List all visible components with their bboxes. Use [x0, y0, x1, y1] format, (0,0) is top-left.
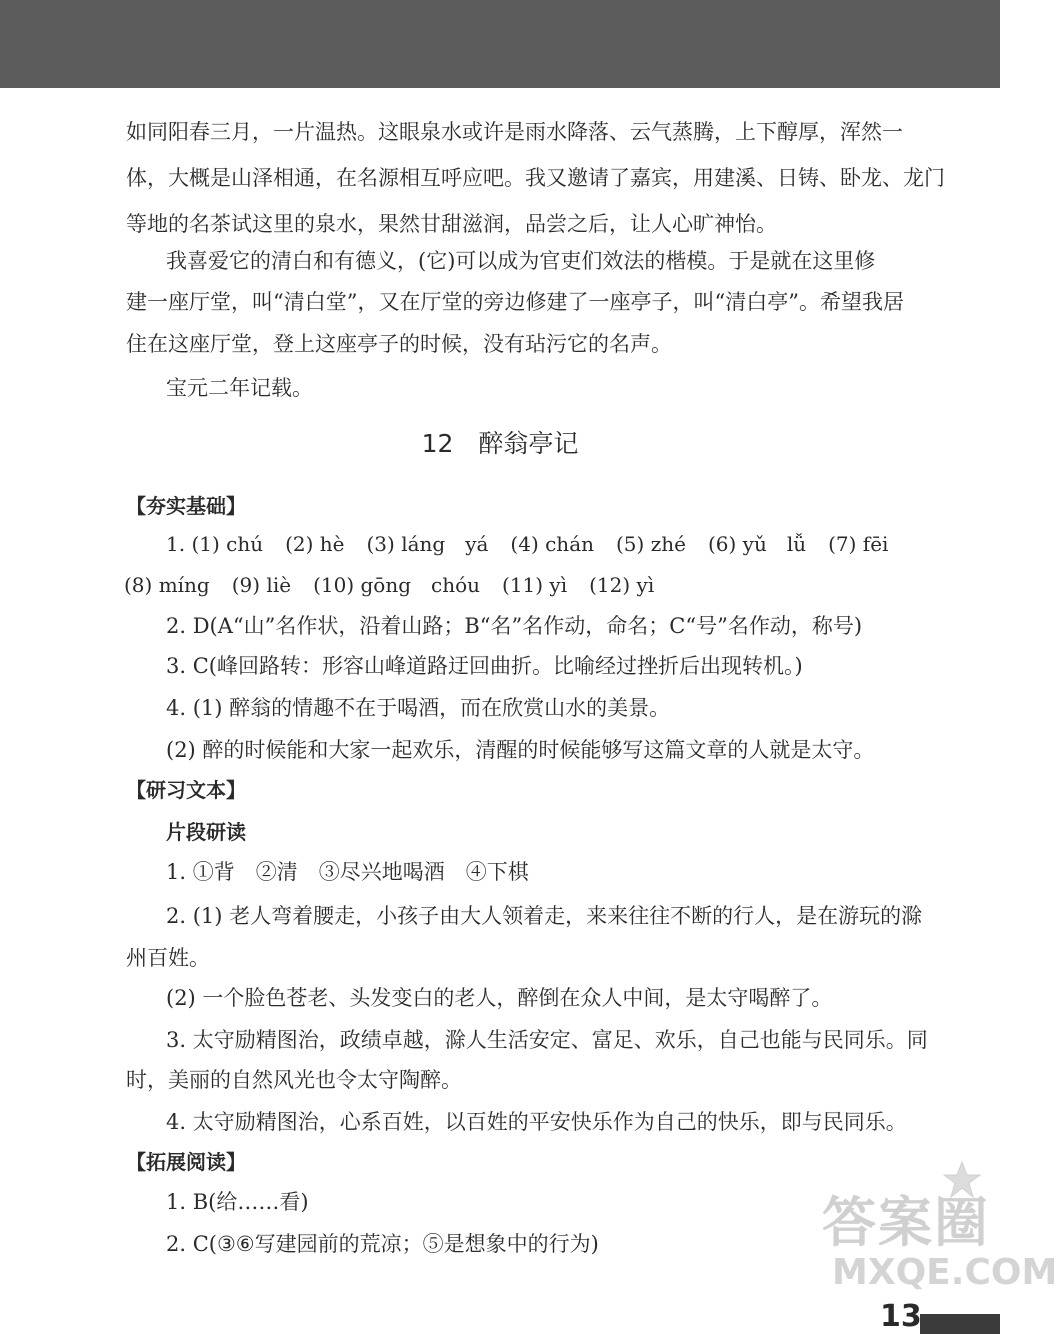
- subheader-fragment-reading: 片段研读: [166, 820, 246, 844]
- pinyin-answer: (7) fēi: [828, 532, 889, 556]
- watermark: [822, 1160, 1057, 1310]
- pinyin-answer: (8) míng: [124, 573, 210, 597]
- pinyin-answer: (10) gōng chóu: [313, 573, 481, 597]
- basics-q3: 3. C(峰回路转：形容山峰道路迂回曲折。比喻经过挫折后出现转机。): [166, 654, 803, 678]
- paragraph-2-line-3: 住在这座厅堂，登上这座亭子的时候，没有玷污它的名声。: [126, 332, 672, 356]
- study-q3-line-2: 时，美丽的自然风光也令太守陶醉。: [126, 1068, 462, 1092]
- section-header-basics: 【夯实基础】: [126, 494, 246, 518]
- watermark-url: MXQE.COM: [832, 1252, 1057, 1293]
- extend-q1: 1. B(给……看): [166, 1190, 309, 1214]
- section-header-extend: 【拓展阅读】: [126, 1150, 246, 1174]
- paragraph-1-line-1: 如同阳春三月，一片温热。这眼泉水或许是雨水降落、云气蒸腾，上下醇厚，浑然一: [126, 120, 903, 144]
- paragraph-1-line-2: 体，大概是山泽相通，在名源相互呼应吧。我又邀请了嘉宾，用建溪、日铸、卧龙、龙门: [126, 166, 945, 190]
- pinyin-answer: (5) zhé: [616, 532, 686, 556]
- pinyin-answer: (2) hè: [285, 532, 345, 556]
- page-top-shadow: [0, 0, 1000, 88]
- study-q3-line-1: 3. 太守励精图治，政绩卓越，滁人生活安定、富足、欢乐，自己也能与民同乐。同: [166, 1028, 928, 1052]
- paragraph-2-line-2: 建一座厅堂，叫“清白堂”，又在厅堂的旁边修建了一座亭子，叫“清白亭”。希望我居: [126, 290, 904, 314]
- basics-q2: 2. D(A“山”名作状，沿着山路；B“名”名作动，命名；C“号”名作动，称号): [166, 614, 863, 638]
- basics-q4-2: (2) 醉的时候能和大家一起欢乐，清醒的时候能够写这篇文章的人就是太守。: [166, 738, 875, 762]
- study-q2-1-line-2: 州百姓。: [126, 946, 210, 970]
- pinyin-answer: (12) yì: [589, 573, 655, 597]
- paragraph-3: 宝元二年记载。: [166, 376, 313, 400]
- study-q2-1-line-1: 2. (1) 老人弯着腰走，小孩子由大人领着走，来来往往不断的行人，是在游玩的滁: [166, 904, 923, 928]
- study-q4: 4. 太守励精图治，心系百姓，以百姓的平安快乐作为自己的快乐，即与民同乐。: [166, 1110, 907, 1134]
- page-number: 13: [880, 1299, 922, 1334]
- study-q2-2: (2) 一个脸色苍老、头发变白的老人，醉倒在众人中间，是太守喝醉了。: [166, 986, 833, 1010]
- lesson-title: 12 醉翁亭记: [421, 429, 579, 458]
- pinyin-answer: 1. (1) chú: [166, 532, 264, 556]
- basics-q1-row-2: [124, 571, 676, 599]
- basics-q1-row-1: [166, 530, 910, 558]
- basics-q4-1: 4. (1) 醉翁的情趣不在于喝酒，而在欣赏山水的美景。: [166, 696, 671, 720]
- watermark-logo-text: 答案圈: [822, 1191, 990, 1254]
- pinyin-answer: (11) yì: [502, 573, 568, 597]
- study-q1: 1. ①背 ②清 ③尽兴地喝酒 ④下棋: [166, 860, 529, 884]
- page-number-bar: [920, 1314, 1000, 1334]
- section-header-study: 【研习文本】: [126, 778, 246, 802]
- paragraph-1-line-3: 等地的名茶试这里的泉水，果然甘甜滋润，品尝之后，让人心旷神怡。: [126, 212, 777, 236]
- pinyin-answer: (6) yǔ lǚ: [707, 532, 807, 556]
- paragraph-2-line-1: 我喜爱它的清白和有德义，(它)可以成为官吏们效法的楷模。于是就在这里修: [166, 249, 876, 273]
- pinyin-answer: (3) láng yá: [366, 532, 489, 556]
- pinyin-answer: (9) liè: [231, 573, 292, 597]
- pinyin-answer: (4) chán: [510, 532, 594, 556]
- extend-q2: 2. C(③⑥写建园前的荒凉；⑤是想象中的行为): [166, 1232, 599, 1256]
